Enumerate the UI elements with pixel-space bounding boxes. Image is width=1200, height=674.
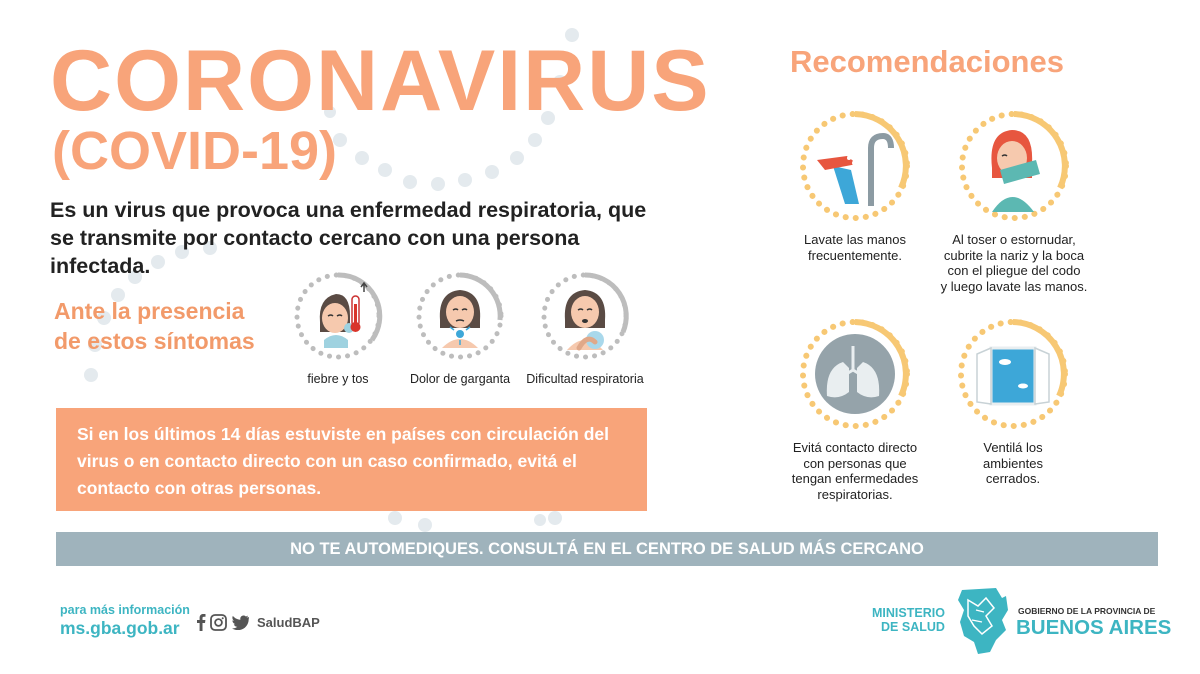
symptom-label: Dificultad respiratoria: [526, 372, 644, 386]
recommendations-title: Recomendaciones: [790, 44, 1064, 79]
rec-label: Al toser o estornudar, cubrite la nariz y la boca con el pliegue del codo y luego lavate las manos.: [940, 232, 1088, 294]
province-map-logo: [956, 586, 1010, 656]
rec-hand-washing: [788, 108, 922, 263]
rec-label: Ventilá los ambientes cerrados.: [983, 440, 1043, 486]
cough-elbow-icon: [956, 108, 1072, 224]
social-handle[interactable]: SaludBAP: [257, 614, 320, 630]
info-url-link[interactable]: ms.gba.gob.ar: [60, 618, 180, 638]
intro-text: Es un virus que provoca una enfermedad respiratoria, que se transmite por contacto cercano con una persona infectada.: [50, 198, 647, 278]
rec-label: Evitá contacto directo con personas que tengan enfermedades respiratorias.: [791, 440, 919, 502]
social-links: [196, 613, 320, 631]
info-label: para más información: [60, 603, 190, 617]
hand-washing-icon: [797, 108, 913, 224]
rec-avoid-contact: [788, 316, 922, 502]
rec-cough-elbow: [934, 108, 1094, 294]
twitter-icon[interactable]: [231, 615, 249, 630]
lungs-icon: [797, 316, 913, 432]
rec-label: Lavate las manos frecuentemente.: [804, 232, 906, 263]
rec-ventilate: [946, 316, 1080, 487]
fever-cough-icon: [292, 270, 384, 362]
facebook-icon[interactable]: [196, 613, 206, 631]
symptom-label: Dolor de garganta: [409, 372, 511, 386]
symptom-fever-cough: [273, 270, 403, 386]
symptoms-heading-line1: Ante la presencia: [54, 298, 245, 324]
page-title: CORONAVIRUS: [50, 33, 711, 129]
sore-throat-icon: [414, 270, 506, 362]
symptoms-heading: [54, 296, 255, 356]
symptom-sore-throat: [395, 270, 525, 386]
symptoms-heading-line2: de estos síntomas: [54, 328, 255, 354]
instagram-icon[interactable]: [210, 614, 227, 631]
province-name: BUENOS AIRES: [1016, 616, 1172, 639]
warning-box: [56, 408, 647, 511]
symptom-label: fiebre y tos: [307, 372, 369, 386]
government-label: GOBIERNO DE LA PROVINCIA DE: [1018, 606, 1156, 616]
ministry-label: MINISTERIO DE SALUD: [872, 606, 945, 634]
advice-banner: NO TE AUTOMEDIQUES. CONSULTÁ EN EL CENTRO DE SALUD MÁS CERCANO: [56, 532, 1158, 566]
symptom-breathing-difficulty: [520, 270, 650, 386]
page-subtitle: (COVID-19): [52, 121, 338, 181]
breathing-difficulty-icon: [539, 270, 631, 362]
warning-text: Si en los últimos 14 días estuviste en países con circulación del virus o en contacto directo con un caso confirmado, evitá el contacto con otras personas.: [77, 424, 609, 498]
window-icon: [955, 316, 1071, 432]
